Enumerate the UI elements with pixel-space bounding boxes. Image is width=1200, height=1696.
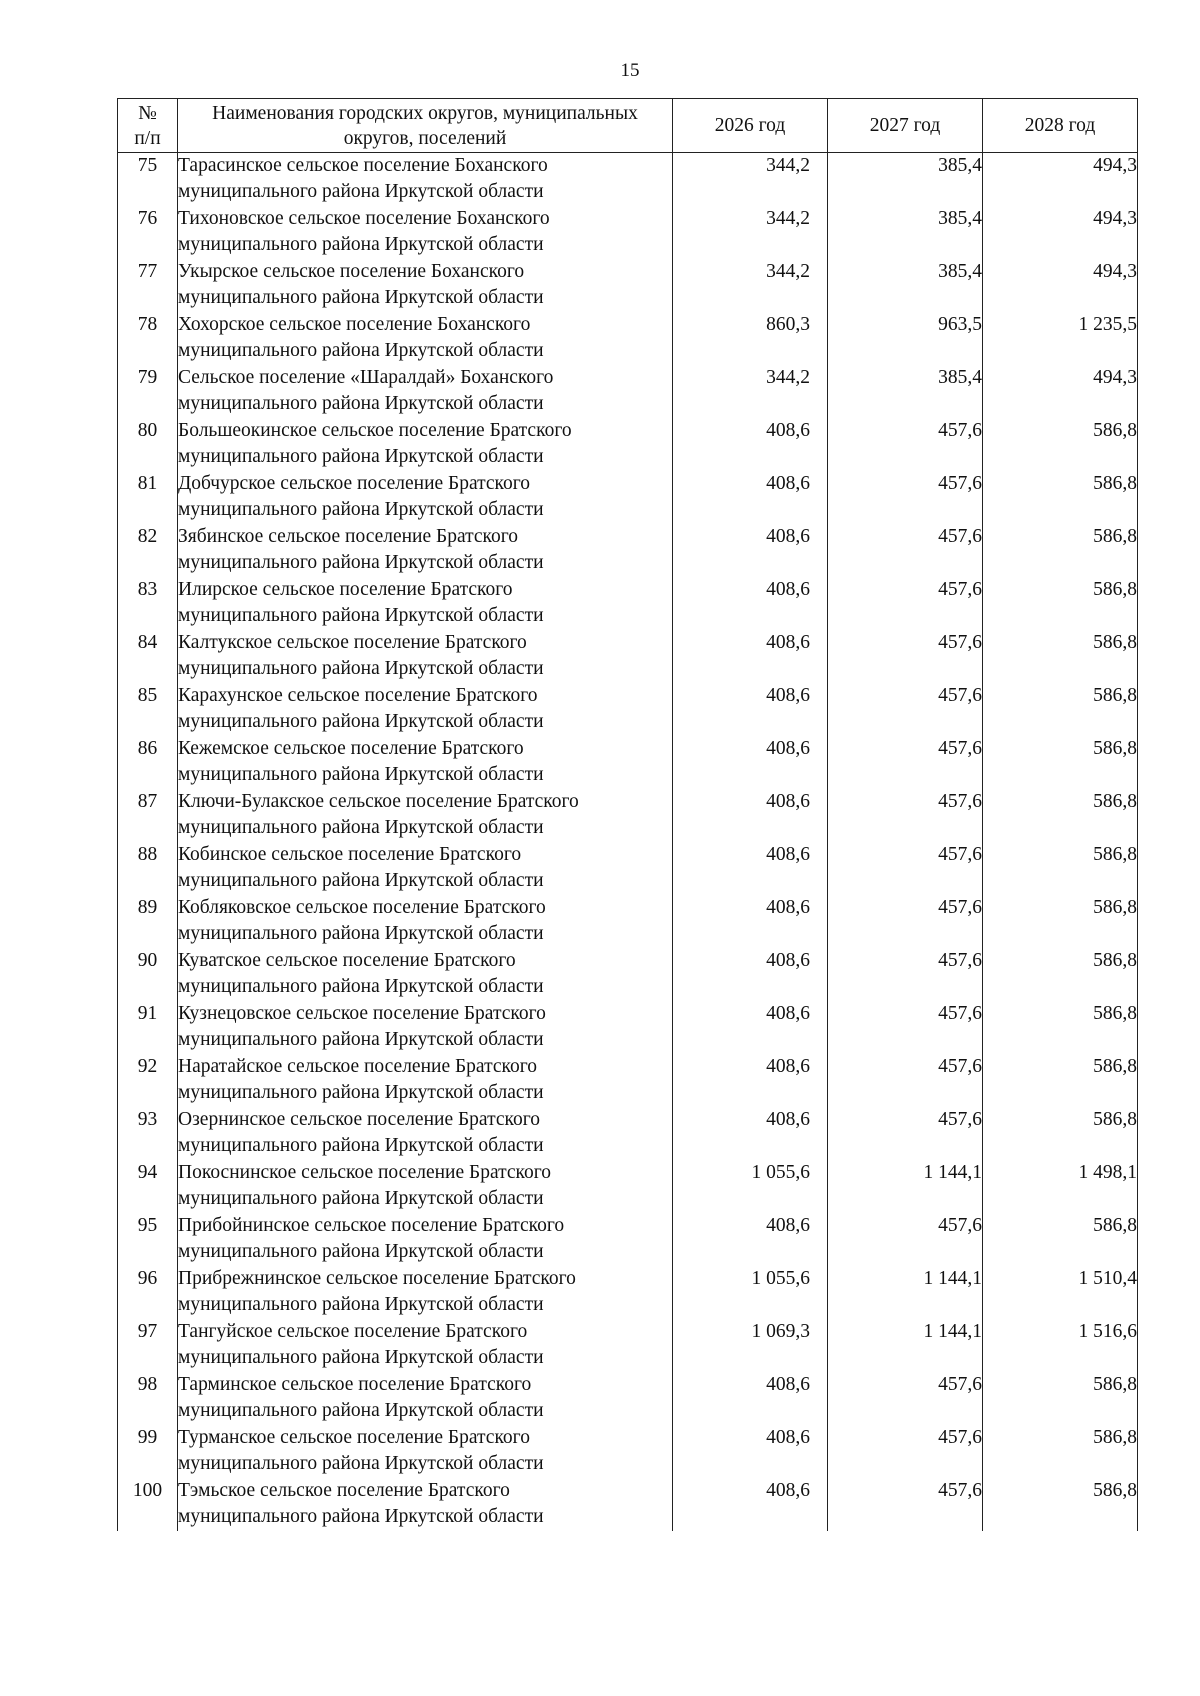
table-row xyxy=(118,1266,1138,1319)
settlement-name-line1: Добчурское сельское поселение Братского xyxy=(178,472,531,494)
settlement-name xyxy=(178,1213,673,1266)
value-2026: 408,6 xyxy=(673,524,828,577)
settlement-name-line2: муниципального района Иркутской области xyxy=(178,1028,544,1050)
settlement-name xyxy=(178,789,673,842)
value-2027: 1 144,1 xyxy=(828,1160,983,1213)
value-2028: 586,8 xyxy=(983,1107,1138,1160)
value-2028: 586,8 xyxy=(983,1213,1138,1266)
table-body xyxy=(118,153,1138,1531)
value-2026: 408,6 xyxy=(673,736,828,789)
value-2026: 344,2 xyxy=(673,153,828,206)
settlement-name-line1: Куватское сельское поселение Братского xyxy=(178,949,516,971)
settlement-name-line2: муниципального района Иркутской области xyxy=(178,498,544,520)
settlement-name xyxy=(178,1372,673,1425)
settlement-name-line1: Турманское сельское поселение Братского xyxy=(178,1426,530,1448)
table-row xyxy=(118,206,1138,259)
settlement-name-line2: муниципального района Иркутской области xyxy=(178,1293,544,1315)
header-2027: 2027 год xyxy=(828,99,983,153)
settlement-name xyxy=(178,1478,673,1531)
value-2028: 586,8 xyxy=(983,1054,1138,1107)
settlement-name xyxy=(178,418,673,471)
value-2027: 963,5 xyxy=(828,312,983,365)
settlement-name-line2: муниципального района Иркутской области xyxy=(178,763,544,785)
header-2028: 2028 год xyxy=(983,99,1138,153)
value-2028: 586,8 xyxy=(983,895,1138,948)
table-row xyxy=(118,842,1138,895)
value-2027: 457,6 xyxy=(828,948,983,1001)
settlement-name-line2: муниципального района Иркутской области xyxy=(178,1452,544,1474)
value-2028: 586,8 xyxy=(983,1425,1138,1478)
settlement-name-line2: муниципального района Иркутской области xyxy=(178,657,544,679)
header-name-line1: Наименования городских округов, муниципальных xyxy=(212,102,638,124)
row-number: 82 xyxy=(118,524,178,577)
value-2026: 344,2 xyxy=(673,259,828,312)
settlement-name xyxy=(178,683,673,736)
settlement-name xyxy=(178,736,673,789)
row-number: 86 xyxy=(118,736,178,789)
value-2028: 586,8 xyxy=(983,630,1138,683)
settlement-name xyxy=(178,365,673,418)
value-2028: 1 498,1 xyxy=(983,1160,1138,1213)
settlement-name-line1: Тарминское сельское поселение Братского xyxy=(178,1373,532,1395)
value-2028: 586,8 xyxy=(983,789,1138,842)
value-2028: 494,3 xyxy=(983,365,1138,418)
value-2026: 408,6 xyxy=(673,948,828,1001)
value-2028: 586,8 xyxy=(983,577,1138,630)
value-2026: 408,6 xyxy=(673,1107,828,1160)
value-2026: 408,6 xyxy=(673,471,828,524)
settlement-name-line1: Тэмьское сельское поселение Братского xyxy=(178,1479,510,1501)
value-2026: 408,6 xyxy=(673,577,828,630)
row-number: 76 xyxy=(118,206,178,259)
settlement-name-line1: Илирское сельское поселение Братского xyxy=(178,578,513,600)
row-number: 94 xyxy=(118,1160,178,1213)
settlement-name-line1: Прибойнинское сельское поселение Братского xyxy=(178,1214,565,1236)
row-number: 88 xyxy=(118,842,178,895)
row-number: 97 xyxy=(118,1319,178,1372)
table-row xyxy=(118,471,1138,524)
value-2027: 1 144,1 xyxy=(828,1319,983,1372)
value-2027: 385,4 xyxy=(828,365,983,418)
table-row xyxy=(118,1478,1138,1531)
settlement-name-line2: муниципального района Иркутской области xyxy=(178,1081,544,1103)
value-2027: 1 144,1 xyxy=(828,1266,983,1319)
settlement-name-line2: муниципального района Иркутской области xyxy=(178,286,544,308)
value-2026: 344,2 xyxy=(673,365,828,418)
row-number: 96 xyxy=(118,1266,178,1319)
settlement-name-line1: Кобляковское сельское поселение Братского xyxy=(178,896,546,918)
value-2028: 586,8 xyxy=(983,1372,1138,1425)
value-2028: 1 516,6 xyxy=(983,1319,1138,1372)
settlement-name xyxy=(178,577,673,630)
settlement-name-line1: Тарасинское сельское поселение Боханского xyxy=(178,155,548,176)
page-number: 15 xyxy=(620,60,640,81)
settlement-name-line1: Кежемское сельское поселение Братского xyxy=(178,737,524,759)
table-row xyxy=(118,683,1138,736)
value-2026: 860,3 xyxy=(673,312,828,365)
settlement-name xyxy=(178,524,673,577)
row-number: 78 xyxy=(118,312,178,365)
table-row xyxy=(118,1213,1138,1266)
settlement-name xyxy=(178,259,673,312)
settlement-name-line2: муниципального района Иркутской области xyxy=(178,181,544,202)
settlement-name-line2: муниципального района Иркутской области xyxy=(178,710,544,732)
settlement-name-line2: муниципального района Иркутской области xyxy=(178,392,544,414)
value-2027: 457,6 xyxy=(828,1107,983,1160)
settlement-name xyxy=(178,1319,673,1372)
table-header-row xyxy=(118,99,1138,153)
value-2027: 457,6 xyxy=(828,1001,983,1054)
value-2026: 408,6 xyxy=(673,789,828,842)
value-2027: 457,6 xyxy=(828,1054,983,1107)
settlement-name-line2: муниципального района Иркутской области xyxy=(178,1187,544,1209)
settlement-name-line2: муниципального района Иркутской области xyxy=(178,339,544,361)
row-number: 84 xyxy=(118,630,178,683)
settlement-name-line2: муниципального района Иркутской области xyxy=(178,816,544,838)
value-2028: 586,8 xyxy=(983,1478,1138,1531)
value-2026: 408,6 xyxy=(673,683,828,736)
value-2028: 494,3 xyxy=(983,153,1138,206)
settlement-name-line2: муниципального района Иркутской области xyxy=(178,551,544,573)
value-2028: 1 235,5 xyxy=(983,312,1138,365)
settlement-name-line2: муниципального района Иркутской области xyxy=(178,1240,544,1262)
value-2026: 408,6 xyxy=(673,842,828,895)
value-2028: 586,8 xyxy=(983,471,1138,524)
row-number: 79 xyxy=(118,365,178,418)
table-row xyxy=(118,1425,1138,1478)
table-row xyxy=(118,1319,1138,1372)
table-row xyxy=(118,789,1138,842)
settlement-name xyxy=(178,1266,673,1319)
table-row xyxy=(118,1372,1138,1425)
settlement-name-line1: Покоснинское сельское поселение Братского xyxy=(178,1161,552,1183)
row-number: 92 xyxy=(118,1054,178,1107)
value-2028: 586,8 xyxy=(983,524,1138,577)
row-number: 91 xyxy=(118,1001,178,1054)
table-row xyxy=(118,418,1138,471)
value-2027: 457,6 xyxy=(828,524,983,577)
value-2028: 586,8 xyxy=(983,418,1138,471)
settlement-name-line2: муниципального района Иркутской области xyxy=(178,1505,544,1527)
settlement-name xyxy=(178,1425,673,1478)
table-row xyxy=(118,1107,1138,1160)
value-2028: 494,3 xyxy=(983,259,1138,312)
value-2027: 385,4 xyxy=(828,206,983,259)
settlement-name xyxy=(178,153,673,206)
settlement-name-line1: Кузнецовское сельское поселение Братского xyxy=(178,1002,546,1024)
value-2028: 586,8 xyxy=(983,1001,1138,1054)
row-number: 98 xyxy=(118,1372,178,1425)
settlement-name-line1: Хохорское сельское поселение Боханского xyxy=(178,313,531,335)
settlement-name-line2: муниципального района Иркутской области xyxy=(178,975,544,997)
settlement-name-line2: муниципального района Иркутской области xyxy=(178,922,544,944)
header-number-abbr: п/п xyxy=(134,127,161,149)
value-2026: 408,6 xyxy=(673,1213,828,1266)
table-row xyxy=(118,312,1138,365)
value-2027: 457,6 xyxy=(828,842,983,895)
value-2026: 408,6 xyxy=(673,1001,828,1054)
row-number: 85 xyxy=(118,683,178,736)
row-number: 90 xyxy=(118,948,178,1001)
row-number: 95 xyxy=(118,1213,178,1266)
header-number-symbol: № xyxy=(138,102,157,124)
value-2027: 457,6 xyxy=(828,895,983,948)
value-2028: 586,8 xyxy=(983,683,1138,736)
settlement-name-line1: Кобинское сельское поселение Братского xyxy=(178,843,522,865)
settlement-name-line2: муниципального района Иркутской области xyxy=(178,869,544,891)
settlement-name xyxy=(178,895,673,948)
settlement-name xyxy=(178,206,673,259)
value-2027: 457,6 xyxy=(828,1372,983,1425)
settlement-name-line1: Озернинское сельское поселение Братского xyxy=(178,1108,540,1130)
value-2026: 408,6 xyxy=(673,895,828,948)
table-row xyxy=(118,1001,1138,1054)
settlement-name-line1: Тангуйское сельское поселение Братского xyxy=(178,1320,528,1342)
value-2027: 385,4 xyxy=(828,259,983,312)
value-2026: 408,6 xyxy=(673,1478,828,1531)
header-name xyxy=(178,99,673,153)
table-row xyxy=(118,1054,1138,1107)
row-number: 77 xyxy=(118,259,178,312)
settlement-name xyxy=(178,1160,673,1213)
settlement-name xyxy=(178,1107,673,1160)
value-2026: 408,6 xyxy=(673,1054,828,1107)
settlement-name-line1: Укырское сельское поселение Боханского xyxy=(178,260,525,282)
row-number: 89 xyxy=(118,895,178,948)
value-2026: 1 069,3 xyxy=(673,1319,828,1372)
value-2026: 408,6 xyxy=(673,1372,828,1425)
settlement-name-line1: Тихоновское сельское поселение Боханского xyxy=(178,207,550,229)
settlement-name-line1: Сельское поселение «Шаралдай» Боханского xyxy=(178,366,554,388)
settlement-name-line1: Большеокинское сельское поселение Братского xyxy=(178,419,572,441)
settlement-name-line2: муниципального района Иркутской области xyxy=(178,233,544,255)
table-row xyxy=(118,524,1138,577)
value-2027: 457,6 xyxy=(828,630,983,683)
settlement-name xyxy=(178,1001,673,1054)
settlement-name-line2: муниципального района Иркутской области xyxy=(178,1399,544,1421)
value-2026: 1 055,6 xyxy=(673,1160,828,1213)
value-2026: 408,6 xyxy=(673,418,828,471)
row-number: 100 xyxy=(118,1478,178,1531)
table-row xyxy=(118,736,1138,789)
settlement-name-line1: Зябинское сельское поселение Братского xyxy=(178,525,519,547)
value-2026: 408,6 xyxy=(673,1425,828,1478)
row-number: 81 xyxy=(118,471,178,524)
table-row xyxy=(118,948,1138,1001)
table-row xyxy=(118,630,1138,683)
table-row xyxy=(118,577,1138,630)
allocation-table xyxy=(117,98,1138,1531)
row-number: 75 xyxy=(118,153,178,206)
settlement-name-line1: Калтукское сельское поселение Братского xyxy=(178,631,527,653)
settlement-name xyxy=(178,471,673,524)
table-row xyxy=(118,1160,1138,1213)
settlement-name-line1: Ключи-Булакское сельское поселение Братского xyxy=(178,790,579,812)
value-2027: 457,6 xyxy=(828,471,983,524)
table-row xyxy=(118,259,1138,312)
row-number: 93 xyxy=(118,1107,178,1160)
value-2026: 344,2 xyxy=(673,206,828,259)
settlement-name-line1: Наратайское сельское поселение Братского xyxy=(178,1055,537,1077)
value-2027: 385,4 xyxy=(828,153,983,206)
value-2028: 1 510,4 xyxy=(983,1266,1138,1319)
value-2027: 457,6 xyxy=(828,577,983,630)
value-2026: 1 055,6 xyxy=(673,1266,828,1319)
header-name-line2: округов, поселений xyxy=(343,127,507,149)
table-row xyxy=(118,895,1138,948)
value-2027: 457,6 xyxy=(828,1213,983,1266)
table-row xyxy=(118,365,1138,418)
value-2027: 457,6 xyxy=(828,736,983,789)
settlement-name-line1: Карахунское сельское поселение Братского xyxy=(178,684,538,706)
row-number: 80 xyxy=(118,418,178,471)
header-number xyxy=(118,99,178,153)
settlement-name-line2: муниципального района Иркутской области xyxy=(178,445,544,467)
table-row xyxy=(118,153,1138,206)
value-2028: 494,3 xyxy=(983,206,1138,259)
settlement-name-line1: Прибрежнинское сельское поселение Братского xyxy=(178,1267,576,1289)
header-2026: 2026 год xyxy=(673,99,828,153)
value-2026: 408,6 xyxy=(673,630,828,683)
settlement-name-line2: муниципального района Иркутской области xyxy=(178,604,544,626)
settlement-name-line2: муниципального района Иркутской области xyxy=(178,1346,544,1368)
value-2028: 586,8 xyxy=(983,842,1138,895)
settlement-name-line2: муниципального района Иркутской области xyxy=(178,1134,544,1156)
settlement-name xyxy=(178,948,673,1001)
row-number: 99 xyxy=(118,1425,178,1478)
value-2027: 457,6 xyxy=(828,418,983,471)
value-2028: 586,8 xyxy=(983,948,1138,1001)
settlement-name xyxy=(178,1054,673,1107)
settlement-name xyxy=(178,312,673,365)
value-2027: 457,6 xyxy=(828,789,983,842)
row-number: 83 xyxy=(118,577,178,630)
value-2027: 457,6 xyxy=(828,1425,983,1478)
value-2027: 457,6 xyxy=(828,683,983,736)
value-2028: 586,8 xyxy=(983,736,1138,789)
value-2027: 457,6 xyxy=(828,1478,983,1531)
row-number: 87 xyxy=(118,789,178,842)
settlement-name xyxy=(178,630,673,683)
settlement-name xyxy=(178,842,673,895)
